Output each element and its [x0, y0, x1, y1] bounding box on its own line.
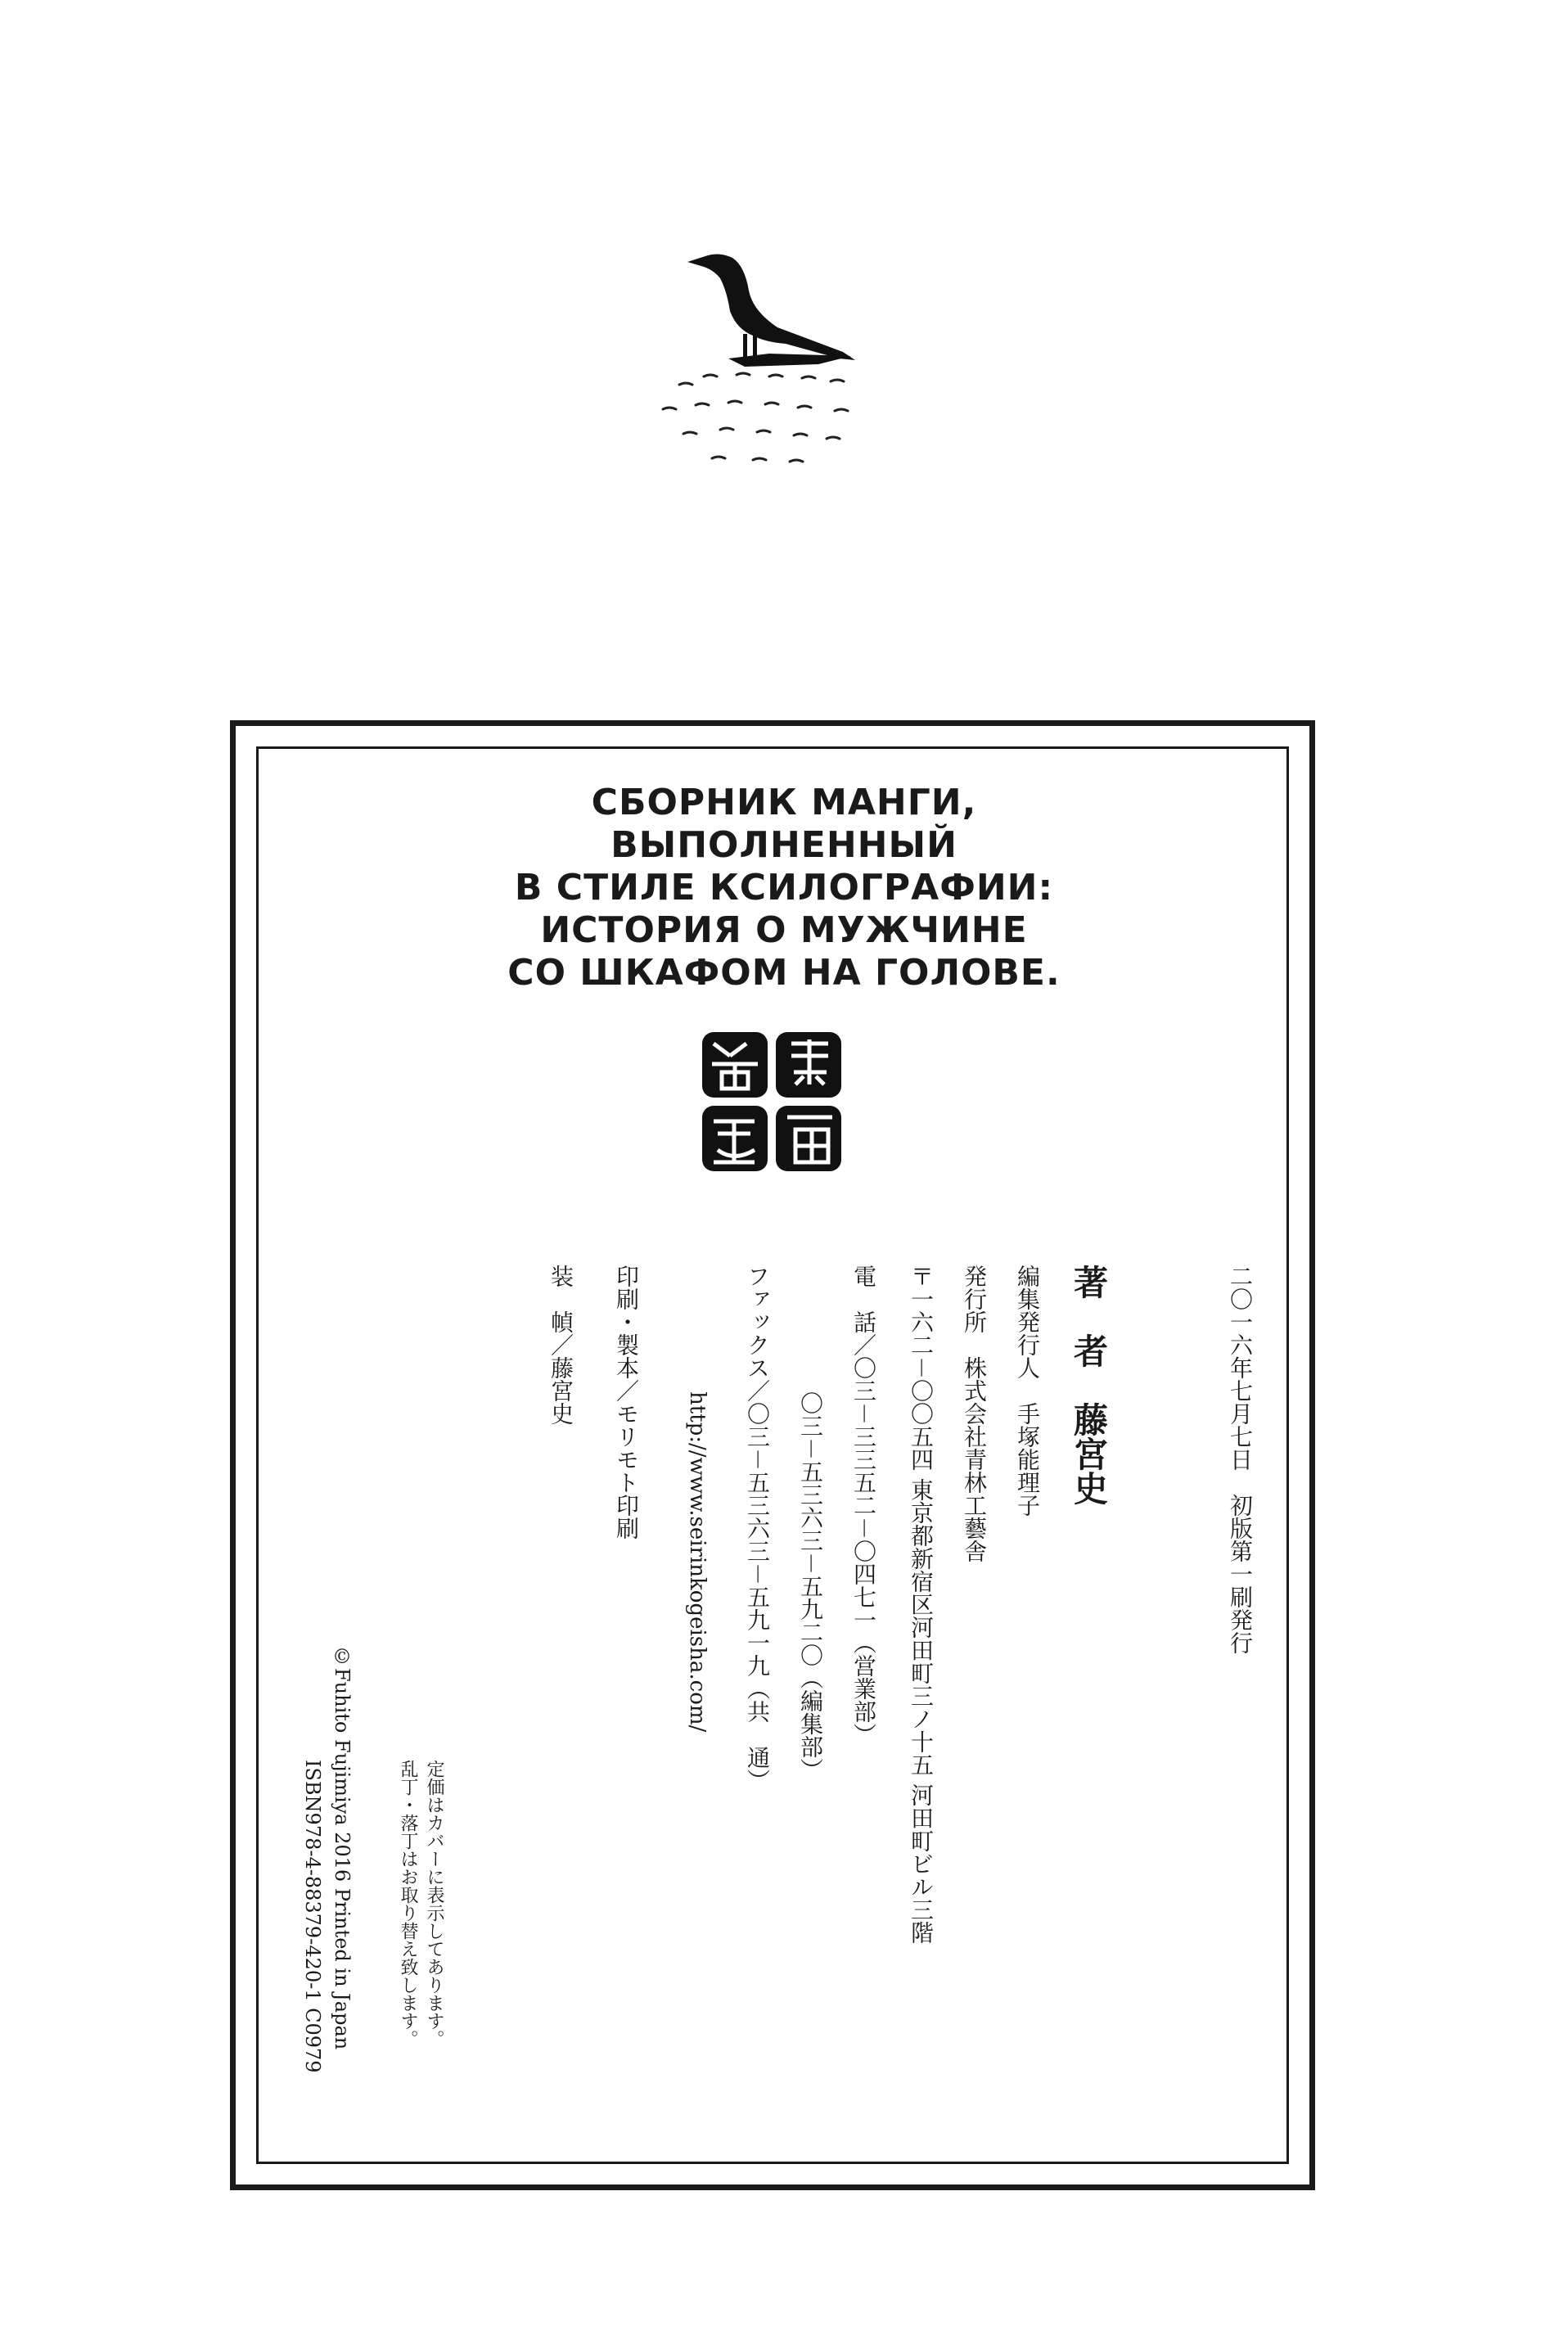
postal-address: 〒一六二－〇〇五四 東京都新宿区河田町三ノ十五 河田町ビル三階 — [908, 1265, 935, 1944]
printing-line: 印刷・製本／モリモト印刷 — [613, 1265, 640, 1540]
editor-publisher-line: 編集発行人 手塚能理子 — [1014, 1265, 1041, 1517]
fax-line: ファックス／〇三－五三六三－五九一九（共 通） — [744, 1265, 771, 1792]
phone-sales: 電 話／〇三－三三五二－〇四七一（営業部） — [850, 1265, 877, 1747]
copyright-line: ©Fuhito Fujimiya 2016 Printed in Japan — [331, 1645, 354, 2050]
title-line: СО ШКАФОМ НА ГОЛОВЕ. — [507, 952, 1061, 994]
crow-illustration — [622, 221, 917, 516]
title-line: ИСТОРИЯ О МУЖЧИНЕ — [540, 909, 1028, 951]
website-url[interactable]: http://www.seirinkogeisha.com/ — [685, 1391, 710, 1733]
book-title — [0, 782, 1568, 994]
date-edition: 二〇一六年七月七日 初版第一刷発行 — [1227, 1265, 1254, 1654]
author-line: 著 者 藤宮史 — [1069, 1265, 1109, 1505]
isbn-line: ISBN978-4-88379-420-1 C0979 — [301, 1760, 324, 2073]
defect-note: 乱丁・落丁はお取り替え致します。 — [398, 1760, 418, 2048]
title-line: ВЫПОЛНЕННЫЙ — [611, 824, 957, 866]
title-line: СБОРНИК МАНГИ, — [591, 782, 977, 823]
seal-stamp — [697, 1027, 846, 1176]
binding-line: 装 幀／藤宮史 — [547, 1265, 574, 1425]
publisher-line: 発行所 株式会社青林工藝舎 — [961, 1265, 988, 1562]
title-line: В СТИЛЕ КСИЛОГРАФИИ: — [514, 867, 1054, 909]
phone-editorial: 〇三－五三六三－五九二〇（編集部） — [797, 1391, 824, 1782]
price-note: 定価はカバーに表示してあります。 — [424, 1760, 444, 2048]
